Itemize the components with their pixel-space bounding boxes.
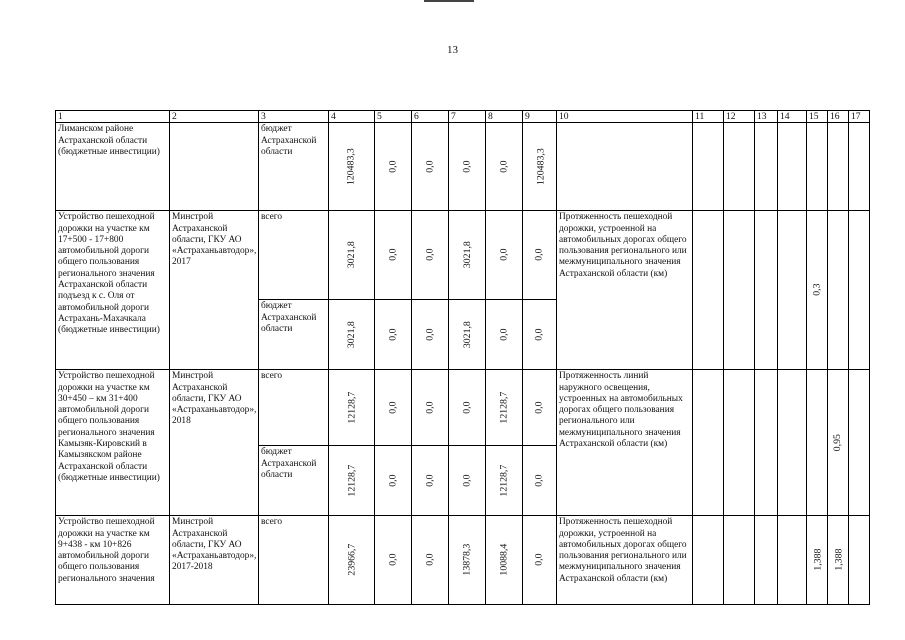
- value-cell: [486, 123, 523, 211]
- value-cell: [449, 300, 486, 370]
- value-cell: [486, 300, 523, 370]
- value-cell: [375, 211, 412, 300]
- indicator-cell: Протяженность пешеходной дорожки, устроенной на автомобильных дорогах общего пользования регионального или межмуниципального значения Астраханской области (км): [557, 211, 693, 370]
- value-cell: [412, 211, 449, 300]
- value-cell: [329, 300, 375, 370]
- value-cell: [412, 446, 449, 516]
- indicator-cell: [557, 123, 693, 211]
- value-cell: [523, 211, 557, 300]
- value-cell-text: 0,0: [533, 474, 545, 487]
- column-header-14: 14: [778, 111, 807, 123]
- value-cell-text: 0,0: [424, 401, 436, 414]
- value-cell: [486, 211, 523, 300]
- column-header-8: 8: [486, 111, 523, 123]
- value-cell: [449, 370, 486, 446]
- value-cell-text: 0,0: [461, 160, 473, 173]
- column-header-2: 2: [170, 111, 259, 123]
- column-header-5: 5: [375, 111, 412, 123]
- value-cell: [412, 300, 449, 370]
- value-cell: [486, 370, 523, 446]
- value-cell-text: 0,0: [387, 401, 399, 414]
- column-14-cell: [778, 123, 807, 211]
- column-13-cell: [755, 211, 778, 370]
- value-cell: [449, 446, 486, 516]
- column-16-cell: [828, 123, 849, 211]
- value-cell: [412, 516, 449, 605]
- value-cell-text: 12128,7: [498, 464, 510, 497]
- value-cell: [523, 123, 557, 211]
- value-cell: [412, 123, 449, 211]
- value-cell-text: 0,0: [424, 474, 436, 487]
- column-header-17: 17: [849, 111, 870, 123]
- value-cell-text: 12128,7: [345, 464, 357, 497]
- event-name-cell: Устройство пешеходной дорожки на участке км 30+450 – км 31+400 автомобильной дороги общего пользования регионального значения Камызяк-Кировский в Камызякском районе Астраханской области (бюджетные инвестиции): [56, 370, 170, 516]
- value-cell-text: 13878,3: [461, 543, 473, 576]
- header-row: [56, 111, 870, 123]
- value-cell-text: 0,0: [498, 328, 510, 341]
- column-15-cell-text: 1,388: [812, 548, 824, 571]
- value-cell: [523, 300, 557, 370]
- column-12-cell: [724, 123, 755, 211]
- column-15-cell: [807, 123, 828, 211]
- column-13-cell: [755, 123, 778, 211]
- value-cell-text: 10088,4: [498, 543, 510, 576]
- column-header-3: 3: [259, 111, 329, 123]
- funding-source-cell: бюджет Астраханской области: [259, 123, 329, 211]
- column-13-cell: [755, 370, 778, 516]
- value-cell-text: 120483,3: [345, 147, 357, 185]
- funding-source-cell: бюджет Астраханской области: [259, 300, 329, 370]
- value-cell-text: 0,0: [533, 553, 545, 566]
- column-header-16: 16: [828, 111, 849, 123]
- value-cell-text: 3021,8: [345, 320, 357, 348]
- value-cell-text: 3021,8: [461, 241, 473, 269]
- column-header-11: 11: [693, 111, 724, 123]
- value-cell-text: 3021,8: [461, 320, 473, 348]
- value-cell-text: 0,0: [387, 553, 399, 566]
- table-row: [56, 516, 870, 605]
- table-row: [56, 123, 870, 211]
- column-header-9: 9: [523, 111, 557, 123]
- value-cell-text: 0,0: [533, 401, 545, 414]
- value-cell-text: 0,0: [533, 328, 545, 341]
- column-15-cell: [807, 211, 828, 370]
- event-name-cell: Лиманском районе Астраханской области (бюджетные инвестиции): [56, 123, 170, 211]
- value-cell-text: 0,0: [424, 160, 436, 173]
- column-15-cell: [807, 370, 828, 516]
- value-cell-text: 0,0: [387, 248, 399, 261]
- column-header-6: 6: [412, 111, 449, 123]
- column-header-15: 15: [807, 111, 828, 123]
- indicator-cell: Протяженность пешеходной дорожки, устроенной на автомобильных дорогах общего пользования регионального или межмуниципального значения Астраханской области (км): [557, 516, 693, 605]
- value-cell: [375, 516, 412, 605]
- column-header-7: 7: [449, 111, 486, 123]
- value-cell-text: 0,0: [461, 401, 473, 414]
- value-cell: [523, 370, 557, 446]
- value-cell-text: 120483,3: [535, 147, 547, 185]
- value-cell-text: 0,0: [424, 328, 436, 341]
- column-16-cell: [828, 370, 849, 516]
- column-14-cell: [778, 516, 807, 605]
- value-cell: [329, 211, 375, 300]
- value-cell-text: 0,0: [387, 328, 399, 341]
- value-cell: [375, 446, 412, 516]
- indicator-cell: Протяженность линий наружного освещения, устроенных на автомобильных дорогах общего пользования регионального или межмуниципального значения Астраханской области (км): [557, 370, 693, 516]
- value-cell-text: 0,0: [424, 553, 436, 566]
- page-number: 13: [447, 44, 458, 56]
- column-11-cell: [693, 370, 724, 516]
- column-16-cell: [828, 516, 849, 605]
- column-12-cell: [724, 516, 755, 605]
- column-11-cell: [693, 211, 724, 370]
- column-15-cell-text: 0,3: [811, 283, 823, 296]
- column-16-cell-text: 1,388: [833, 548, 845, 571]
- column-header-13: 13: [755, 111, 778, 123]
- organization-cell: Минстрой Астраханской области, ГКУ АО «Астраханьавтодор», 2017: [170, 211, 259, 370]
- organization-cell: [170, 123, 259, 211]
- table-row: [56, 370, 870, 446]
- value-cell: [412, 370, 449, 446]
- value-cell: [375, 123, 412, 211]
- value-cell-text: 0,0: [461, 474, 473, 487]
- value-cell-text: 23966,7: [345, 543, 357, 576]
- column-17-cell: [849, 123, 870, 211]
- top-mark: [424, 0, 474, 2]
- value-cell-text: 0,0: [387, 160, 399, 173]
- column-11-cell: [693, 123, 724, 211]
- organization-cell: Минстрой Астраханской области, ГКУ АО «Астраханьавтодор», 2017-2018: [170, 516, 259, 605]
- value-cell: [523, 446, 557, 516]
- column-15-cell: [807, 516, 828, 605]
- value-cell: [375, 370, 412, 446]
- value-cell-text: 3021,8: [345, 241, 357, 269]
- value-cell-text: 0,0: [424, 248, 436, 261]
- column-14-cell: [778, 370, 807, 516]
- column-16-cell: [828, 211, 849, 370]
- value-cell: [523, 516, 557, 605]
- column-13-cell: [755, 516, 778, 605]
- value-cell-text: 0,0: [498, 160, 510, 173]
- column-header-4: 4: [329, 111, 375, 123]
- table-row: [56, 211, 870, 300]
- value-cell: [329, 516, 375, 605]
- value-cell: [329, 446, 375, 516]
- value-cell: [449, 123, 486, 211]
- column-12-cell: [724, 211, 755, 370]
- value-cell: [449, 516, 486, 605]
- event-name-cell: Устройство пешеходной дорожки на участке км 9+438 - км 10+826 автомобильной дороги общего пользования регионального значения: [56, 516, 170, 605]
- funding-source-cell: всего: [259, 370, 329, 446]
- data-table: [55, 110, 870, 605]
- funding-source-cell: бюджет Астраханской области: [259, 446, 329, 516]
- value-cell: [329, 123, 375, 211]
- column-header-1: 1: [56, 111, 170, 123]
- value-cell: [486, 446, 523, 516]
- value-cell-text: 0,0: [498, 248, 510, 261]
- column-14-cell: [778, 211, 807, 370]
- column-17-cell: [849, 516, 870, 605]
- column-17-cell: [849, 370, 870, 516]
- column-16-cell-text: 0,95: [832, 433, 844, 451]
- value-cell: [375, 300, 412, 370]
- value-cell-text: 12128,7: [345, 391, 357, 424]
- value-cell-text: 0,0: [387, 474, 399, 487]
- column-header-10: 10: [557, 111, 693, 123]
- event-name-cell: Устройство пешеходной дорожки на участке км 17+500 - 17+800 автомобильной дороги общего пользования регионального значения Астраханской области подъезд к с. Оля от автомобильной дороги Астрахань-Махачкала (бюджетные инвестиции): [56, 211, 170, 370]
- funding-source-cell: всего: [259, 211, 329, 300]
- column-11-cell: [693, 516, 724, 605]
- value-cell-text: 0,0: [533, 248, 545, 261]
- column-17-cell: [849, 211, 870, 370]
- value-cell: [486, 516, 523, 605]
- funding-source-cell: всего: [259, 516, 329, 605]
- value-cell-text: 12128,7: [498, 391, 510, 424]
- column-header-12: 12: [724, 111, 755, 123]
- value-cell: [329, 370, 375, 446]
- value-cell: [449, 211, 486, 300]
- column-12-cell: [724, 370, 755, 516]
- organization-cell: Минстрой Астраханской области, ГКУ АО «Астраханьавтодор», 2018: [170, 370, 259, 516]
